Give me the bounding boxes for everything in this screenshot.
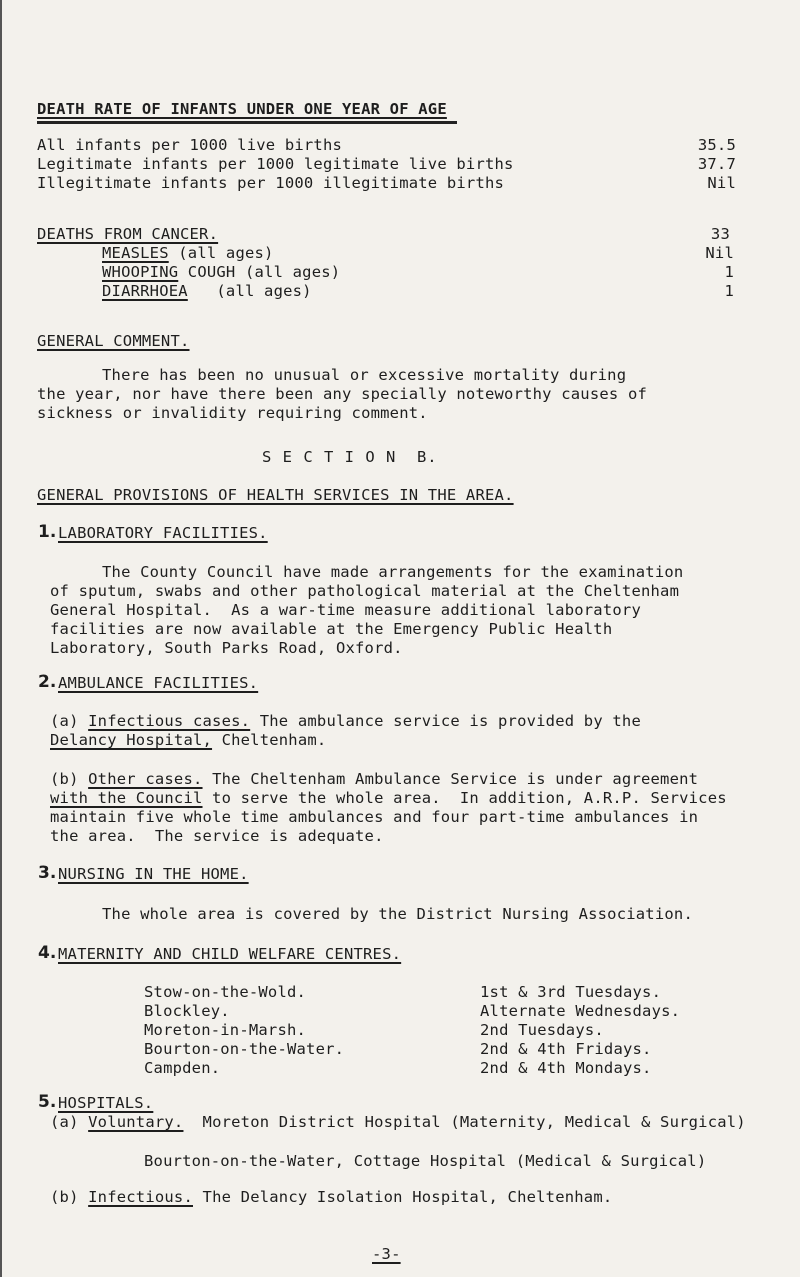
laboratory-line: The County Council have made arrangements for the examination: [102, 563, 684, 581]
whooping-row: [102, 263, 340, 281]
hospitals-a-line: Bourton-on-the-Water, Cottage Hospital (Medical & Surgical): [144, 1152, 707, 1170]
ambulance-b-line: [50, 789, 727, 807]
ambulance-a-text: The ambulance service is provided by the: [250, 712, 641, 730]
comment-line: There has been no unusual or excessive mortality during: [102, 366, 627, 384]
hospitals-b-line: [50, 1188, 612, 1206]
infant-row-label: Illegitimate infants per 1000 illegitimate births: [37, 174, 505, 192]
ambulance-b-text: to serve the whole area. In addition, A.R.P. Services: [202, 789, 727, 807]
infant-row-value: 37.7: [697, 155, 736, 173]
ambulance-a-line: [50, 731, 326, 749]
diarrhoea-label: DIARRHOEA: [102, 282, 188, 300]
item-number: 5.: [38, 1092, 57, 1112]
ambulance-b-text: The Cheltenham Ambulance Service is under agreement: [202, 770, 699, 788]
diarrhoea-row: [102, 282, 312, 300]
maternity-heading: MATERNITY AND CHILD WELFARE CENTRES.: [58, 945, 402, 963]
laboratory-line: General Hospital. As a war-time measure additional laboratory: [50, 601, 641, 619]
infant-mortality-heading: DEATH RATE OF INFANTS UNDER ONE YEAR OF AGE: [37, 100, 447, 118]
ambulance-heading: AMBULANCE FACILITIES.: [58, 674, 259, 692]
item-number: 4.: [38, 943, 57, 963]
infant-row-value: 35.5: [697, 136, 736, 154]
centre-place: Moreton-in-Marsh.: [144, 1021, 307, 1039]
centre-place: Blockley.: [144, 1002, 230, 1020]
hospitals-heading: HOSPITALS.: [58, 1094, 154, 1112]
infant-row-value: Nil: [707, 174, 736, 192]
laboratory-line: Laboratory, South Parks Road, Oxford.: [50, 639, 403, 657]
ambulance-a-line: [50, 712, 641, 730]
centre-days: 2nd Tuesdays.: [480, 1021, 604, 1039]
centre-days: 1st & 3rd Tuesdays.: [480, 983, 662, 1001]
ambulance-b-line: the area. The service is adequate.: [50, 827, 384, 845]
section-subtitle: GENERAL PROVISIONS OF HEALTH SERVICES IN THE AREA.: [37, 486, 514, 504]
diarrhoea-value: 1: [724, 282, 734, 300]
general-comment-heading: GENERAL COMMENT.: [37, 332, 190, 350]
diarrhoea-suffix: (all ages): [187, 282, 312, 300]
centre-days: 2nd & 4th Fridays.: [480, 1040, 652, 1058]
ambulance-b-line: maintain five whole time ambulances and four part-time ambulances in: [50, 808, 699, 826]
comment-line: sickness or invalidity requiring comment.: [37, 404, 428, 422]
infant-row-label: All infants per 1000 live births: [37, 136, 343, 154]
cancer-deaths-label: DEATHS FROM CANCER.: [37, 225, 219, 243]
nursing-text: The whole area is covered by the District Nursing Association.: [102, 905, 693, 923]
measles-value: Nil: [705, 244, 734, 262]
centre-days: 2nd & 4th Mondays.: [480, 1059, 652, 1077]
whooping-label: WHOOPING: [102, 263, 179, 281]
measles-row: [102, 244, 274, 262]
laboratory-line: facilities are now available at the Emergency Public Health: [50, 620, 613, 638]
heading-rule: [37, 121, 457, 124]
hospitals-a-text: Moreton District Hospital (Maternity, Medical & Surgical): [183, 1113, 746, 1131]
cancer-deaths-value: 33: [710, 225, 730, 243]
item-number: 1.: [38, 522, 57, 542]
centre-place: Bourton-on-the-Water.: [144, 1040, 345, 1058]
measles-suffix: (all ages): [168, 244, 274, 262]
ambulance-b-with: with the Council: [50, 789, 203, 807]
hospitals-a-line: [50, 1113, 746, 1131]
page-edge: [0, 0, 2, 1277]
ambulance-a-title: Infectious cases.: [88, 712, 251, 730]
ambulance-b-prefix: (b): [50, 770, 89, 788]
ambulance-b-title: Other cases.: [88, 770, 203, 788]
infant-row-label: Legitimate infants per 1000 legitimate live births: [37, 155, 514, 173]
whooping-value: 1: [724, 263, 734, 281]
hospitals-b-title: Infectious.: [88, 1188, 193, 1206]
item-number: 2.: [38, 672, 57, 692]
hospitals-a-title: Voluntary.: [88, 1113, 184, 1131]
whooping-suffix: COUGH (all ages): [178, 263, 341, 281]
item-number: 3.: [38, 863, 57, 883]
laboratory-line: of sputum, swabs and other pathological material at the Cheltenham: [50, 582, 680, 600]
measles-label: MEASLES: [102, 244, 169, 262]
hospitals-a-prefix: (a): [50, 1113, 89, 1131]
page-number: -3-: [372, 1245, 401, 1263]
ambulance-a-hospital: Delancy Hospital,: [50, 731, 213, 749]
hospitals-b-prefix: (b): [50, 1188, 89, 1206]
nursing-heading: NURSING IN THE HOME.: [58, 865, 249, 883]
ambulance-b-line: [50, 770, 698, 788]
ambulance-a-text: Cheltenham.: [212, 731, 327, 749]
ambulance-a-prefix: (a): [50, 712, 89, 730]
centre-days: Alternate Wednesdays.: [480, 1002, 681, 1020]
hospitals-b-text: The Delancy Isolation Hospital, Cheltenham.: [193, 1188, 613, 1206]
laboratory-heading: LABORATORY FACILITIES.: [58, 524, 268, 542]
section-title: S E C T I O N B.: [262, 448, 438, 466]
centre-place: Campden.: [144, 1059, 221, 1077]
comment-line: the year, nor have there been any specially noteworthy causes of: [37, 385, 648, 403]
centre-place: Stow-on-the-Wold.: [144, 983, 307, 1001]
